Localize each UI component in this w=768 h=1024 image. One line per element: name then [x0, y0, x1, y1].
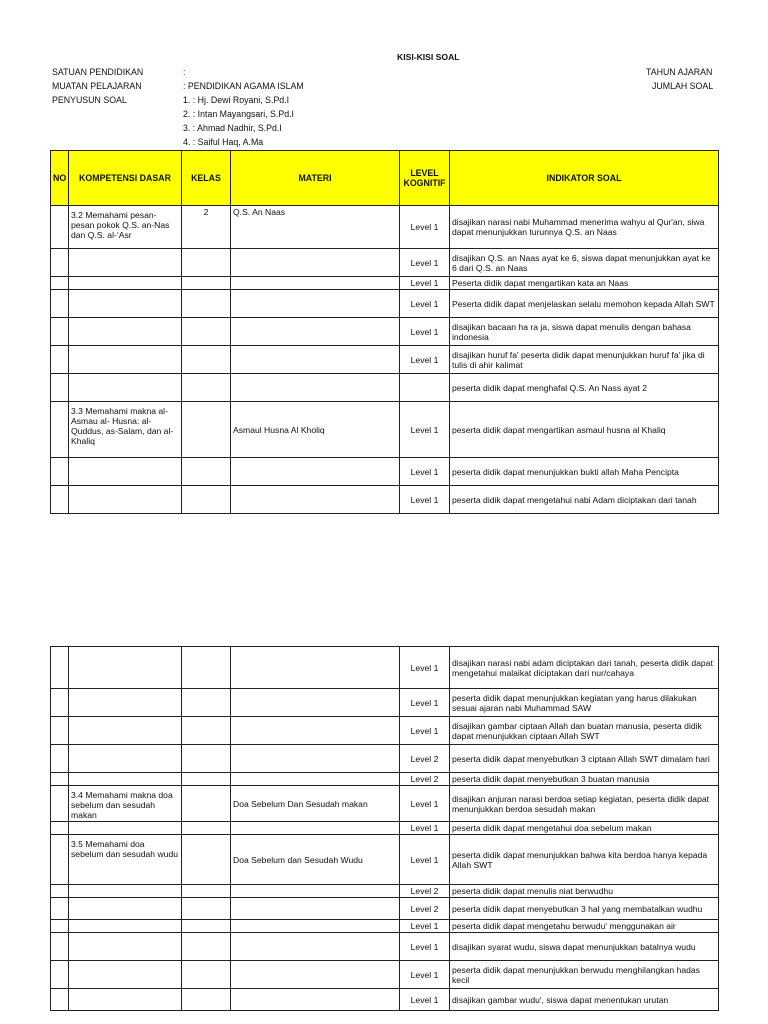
jumlah-label: JUMLAH SOAL: [652, 81, 714, 91]
cell-kompetensi-dasar: [69, 486, 182, 514]
cell-no: [51, 318, 69, 346]
cell-kelas: [182, 835, 231, 885]
cell-no: [51, 920, 69, 933]
cell-materi: [231, 885, 400, 898]
cell-level-kognitif: Level 1: [400, 277, 450, 290]
cell-kelas: [182, 717, 231, 745]
cell-level-kognitif: Level 1: [400, 458, 450, 486]
cell-kelas: [182, 920, 231, 933]
cell-kelas: [182, 933, 231, 961]
cell-no: [51, 717, 69, 745]
cell-no: [51, 961, 69, 989]
cell-no: [51, 290, 69, 318]
cell-indikator-soal: disajikan huruf fa' peserta didik dapat menunjukkan huruf fa' jika di tulis di ahir kalimat: [450, 346, 719, 374]
cell-level-kognitif: Level 1: [400, 249, 450, 277]
table-row: [51, 835, 719, 885]
cell-materi: [231, 898, 400, 920]
penyusun-label: PENYUSUN SOAL: [52, 95, 127, 105]
cell-level-kognitif: Level 2: [400, 773, 450, 786]
cell-no: [51, 773, 69, 786]
cell-kelas: [182, 745, 231, 773]
cell-materi: [231, 277, 400, 290]
table-row: [51, 402, 719, 458]
cell-indikator-soal: peserta didik dapat menghafal Q.S. An Nass ayat 2: [450, 374, 719, 402]
header-kelas: KELAS: [182, 151, 231, 206]
table-row: [51, 786, 719, 822]
cell-kelas: [182, 647, 231, 689]
penyusun-4: 4. : Saiful Haq, A.Ma: [183, 137, 264, 147]
cell-no: [51, 346, 69, 374]
cell-indikator-soal: peserta didik dapat menulis niat berwudhu: [450, 885, 719, 898]
cell-kompetensi-dasar: [69, 290, 182, 318]
cell-materi: [231, 989, 400, 1011]
cell-kompetensi-dasar: [69, 961, 182, 989]
cell-materi: Asmaul Husna Al Kholiq: [231, 402, 400, 458]
satuan-label: SATUAN PENDIDIKAN: [52, 67, 144, 77]
cell-no: [51, 786, 69, 822]
cell-indikator-soal: peserta didik dapat mengetahu berwudu' menggunakan air: [450, 920, 719, 933]
cell-indikator-soal: peserta didik dapat menunjukkan bukti allah Maha Pencipta: [450, 458, 719, 486]
cell-indikator-soal: disajikan narasi nabi adam diciptakan dari tanah, peserta didik dapat mengetahui malaikat diciptakan dari nur/cahaya: [450, 647, 719, 689]
cell-kelas: [182, 374, 231, 402]
cell-materi: [231, 374, 400, 402]
cell-indikator-soal: peserta didik dapat menunjukkan bahwa kita berdoa hanya kepada Allah SWT: [450, 835, 719, 885]
cell-level-kognitif: Level 1: [400, 717, 450, 745]
cell-kompetensi-dasar: [69, 277, 182, 290]
kisi-table-2: [50, 646, 719, 1011]
cell-materi: [231, 920, 400, 933]
cell-kompetensi-dasar: [69, 885, 182, 898]
cell-indikator-soal: peserta didik dapat menunjukkan kegiatan yang harus dilakukan sesuai ajaran nabi Muhammad SAW: [450, 689, 719, 717]
header-no: NO: [51, 151, 69, 206]
table-row: [51, 647, 719, 689]
cell-kompetensi-dasar: [69, 920, 182, 933]
table-row: [51, 885, 719, 898]
table-row: [51, 458, 719, 486]
cell-kelas: [182, 277, 231, 290]
cell-no: [51, 402, 69, 458]
cell-kelas: [182, 961, 231, 989]
cell-indikator-soal: peserta didik dapat mengartikan asmaul husna al Khaliq: [450, 402, 719, 458]
cell-level-kognitif: Level 2: [400, 885, 450, 898]
cell-level-kognitif: Level 1: [400, 786, 450, 822]
table-row: [51, 486, 719, 514]
cell-indikator-soal: disajikan anjuran narasi berdoa setiap kegiatan, peserta didik dapat menunjukkan berdoa sesudah makan: [450, 786, 719, 822]
penyusun-3: 3. : Ahmad Nadhir, S.Pd.I: [183, 123, 282, 133]
cell-materi: [231, 745, 400, 773]
cell-kompetensi-dasar: [69, 933, 182, 961]
cell-no: [51, 933, 69, 961]
cell-level-kognitif: Level 1: [400, 822, 450, 835]
cell-kelas: [182, 249, 231, 277]
table-row: [51, 717, 719, 745]
header-kompetensi-dasar: KOMPETENSI DASAR: [69, 151, 182, 206]
cell-level-kognitif: Level 1: [400, 486, 450, 514]
header-level-kognitif: LEVEL KOGNITIF: [400, 151, 450, 206]
muatan-value: : PENDIDIKAN AGAMA ISLAM: [183, 81, 304, 91]
cell-kompetensi-dasar: [69, 374, 182, 402]
cell-kompetensi-dasar: [69, 689, 182, 717]
table-row: [51, 989, 719, 1011]
cell-level-kognitif: Level 1: [400, 961, 450, 989]
cell-materi: [231, 249, 400, 277]
cell-indikator-soal: peserta didik dapat menyebutkan 3 ciptaan Allah SWT dimalam hari: [450, 745, 719, 773]
cell-kompetensi-dasar: [69, 898, 182, 920]
table-row: [51, 318, 719, 346]
cell-no: [51, 249, 69, 277]
cell-kompetensi-dasar: [69, 647, 182, 689]
cell-no: [51, 277, 69, 290]
table-row: [51, 961, 719, 989]
cell-materi: Doa Sebelum Dan Sesudah makan: [231, 786, 400, 822]
table-row: [51, 374, 719, 402]
cell-kompetensi-dasar: [69, 458, 182, 486]
cell-kompetensi-dasar: [69, 745, 182, 773]
table-row: [51, 290, 719, 318]
cell-kompetensi-dasar: [69, 346, 182, 374]
cell-no: [51, 206, 69, 249]
cell-level-kognitif: Level 1: [400, 689, 450, 717]
cell-kelas: [182, 486, 231, 514]
cell-indikator-soal: Peserta didik dapat mengartikan kata an Naas: [450, 277, 719, 290]
cell-materi: [231, 822, 400, 835]
cell-materi: Doa Sebelum dan Sesudah Wudu: [231, 835, 400, 885]
penyusun-2: 2. : Intan Mayangsari, S.Pd.I: [183, 109, 294, 119]
cell-indikator-soal: disajikan Q.S. an Naas ayat ke 6, siswa dapat menunjukkan ayat ke 6 dari Q.S. an Naas: [450, 249, 719, 277]
cell-kelas: [182, 989, 231, 1011]
muatan-label: MUATAN PELAJARAN: [52, 81, 142, 91]
cell-indikator-soal: disajikan narasi nabi Muhammad menerima wahyu al Qur'an, siwa dapat menunjukkan turunnya Q.S. an Naas: [450, 206, 719, 249]
cell-kompetensi-dasar: 3.3 Memahami makna al-Asmau al- Husna: al-Quddus, as-Salam, dan al-Khaliq: [69, 402, 182, 458]
penyusun-1: 1. : Hj. Dewi Royani, S.Pd.I: [183, 95, 290, 105]
cell-materi: Q.S. An Naas: [231, 206, 400, 249]
cell-materi: [231, 689, 400, 717]
cell-no: [51, 989, 69, 1011]
cell-level-kognitif: Level 1: [400, 920, 450, 933]
cell-kelas: [182, 898, 231, 920]
cell-level-kognitif: Level 1: [400, 206, 450, 249]
satuan-value: :: [183, 67, 186, 77]
cell-kompetensi-dasar: [69, 717, 182, 745]
cell-indikator-soal: disajikan syarat wudu, siswa dapat menunjukkan batalnya wudu: [450, 933, 719, 961]
cell-kompetensi-dasar: [69, 822, 182, 835]
cell-level-kognitif: Level 1: [400, 402, 450, 458]
cell-level-kognitif: Level 1: [400, 647, 450, 689]
cell-kompetensi-dasar: [69, 989, 182, 1011]
cell-indikator-soal: peserta didik dapat menyebutkan 3 hal yang membatalkan wudhu: [450, 898, 719, 920]
cell-indikator-soal: peserta didik dapat menunjukkan berwudu menghilangkan hadas kecil: [450, 961, 719, 989]
cell-kelas: [182, 885, 231, 898]
cell-indikator-soal: disajikan bacaan ha ra ja, siswa dapat menulis dengan bahasa indonesia: [450, 318, 719, 346]
cell-kompetensi-dasar: 3.5 Memahami doa sebelum dan sesudah wudu: [69, 835, 182, 885]
cell-kelas: [182, 318, 231, 346]
kisi-table-1: [50, 150, 719, 514]
cell-no: [51, 885, 69, 898]
table-row: [51, 745, 719, 773]
cell-kelas: [182, 290, 231, 318]
table-row: [51, 920, 719, 933]
cell-materi: [231, 961, 400, 989]
cell-level-kognitif: Level 1: [400, 318, 450, 346]
table-row: [51, 346, 719, 374]
cell-no: [51, 689, 69, 717]
cell-no: [51, 647, 69, 689]
cell-kompetensi-dasar: 3.4 Memahami makna doa sebelum dan sesudah makan: [69, 786, 182, 822]
cell-level-kognitif: Level 1: [400, 346, 450, 374]
cell-indikator-soal: peserta didik dapat menyebutkan 3 buatan manusia: [450, 773, 719, 786]
cell-materi: [231, 773, 400, 786]
cell-materi: [231, 717, 400, 745]
cell-materi: [231, 647, 400, 689]
cell-kompetensi-dasar: [69, 249, 182, 277]
cell-kelas: [182, 689, 231, 717]
cell-level-kognitif: Level 1: [400, 835, 450, 885]
cell-indikator-soal: peserta didik dapat mengetahui nabi Adam diciptakan dari tanah: [450, 486, 719, 514]
cell-no: [51, 835, 69, 885]
cell-kelas: [182, 402, 231, 458]
table-row: [51, 822, 719, 835]
header-indikator-soal: INDIKATOR SOAL: [450, 151, 719, 206]
cell-kelas: [182, 822, 231, 835]
table-row: [51, 277, 719, 290]
cell-kelas: 2: [182, 206, 231, 249]
cell-no: [51, 486, 69, 514]
document-title: KISI-KISI SOAL: [397, 52, 460, 62]
cell-materi: [231, 486, 400, 514]
cell-kelas: [182, 346, 231, 374]
table-row: [51, 773, 719, 786]
table-row: [51, 689, 719, 717]
cell-kelas: [182, 773, 231, 786]
cell-kompetensi-dasar: [69, 318, 182, 346]
cell-materi: [231, 346, 400, 374]
cell-indikator-soal: disajikan gambar wudu', siswa dapat menentukan urutan: [450, 989, 719, 1011]
cell-indikator-soal: Peserta didik dapat menjelaskan selalu memohon kepada Allah SWT: [450, 290, 719, 318]
cell-materi: [231, 933, 400, 961]
header-materi: MATERI: [231, 151, 400, 206]
cell-kelas: [182, 786, 231, 822]
cell-materi: [231, 458, 400, 486]
cell-level-kognitif: [400, 374, 450, 402]
cell-no: [51, 374, 69, 402]
cell-level-kognitif: Level 1: [400, 989, 450, 1011]
cell-kompetensi-dasar: 3.2 Memahami pesan-pesan pokok Q.S. an-Nas dan Q.S. al-‘Asr: [69, 206, 182, 249]
cell-materi: [231, 290, 400, 318]
cell-no: [51, 458, 69, 486]
tahun-label: TAHUN AJARAN: [646, 67, 713, 77]
table-row: [51, 933, 719, 961]
cell-indikator-soal: disajikan gambar ciptaan Allah dan buatan manusia, peserta didik dapat menunjukkan ciptaan Allah SWT: [450, 717, 719, 745]
cell-materi: [231, 318, 400, 346]
cell-no: [51, 898, 69, 920]
cell-kompetensi-dasar: [69, 773, 182, 786]
cell-level-kognitif: Level 1: [400, 290, 450, 318]
cell-indikator-soal: peserta didik dapat mengetahui doa sebelum makan: [450, 822, 719, 835]
cell-level-kognitif: Level 1: [400, 933, 450, 961]
cell-no: [51, 745, 69, 773]
table-row: [51, 898, 719, 920]
table-row: [51, 206, 719, 249]
cell-kelas: [182, 458, 231, 486]
cell-level-kognitif: Level 2: [400, 898, 450, 920]
cell-no: [51, 822, 69, 835]
table-row: [51, 249, 719, 277]
cell-level-kognitif: Level 2: [400, 745, 450, 773]
